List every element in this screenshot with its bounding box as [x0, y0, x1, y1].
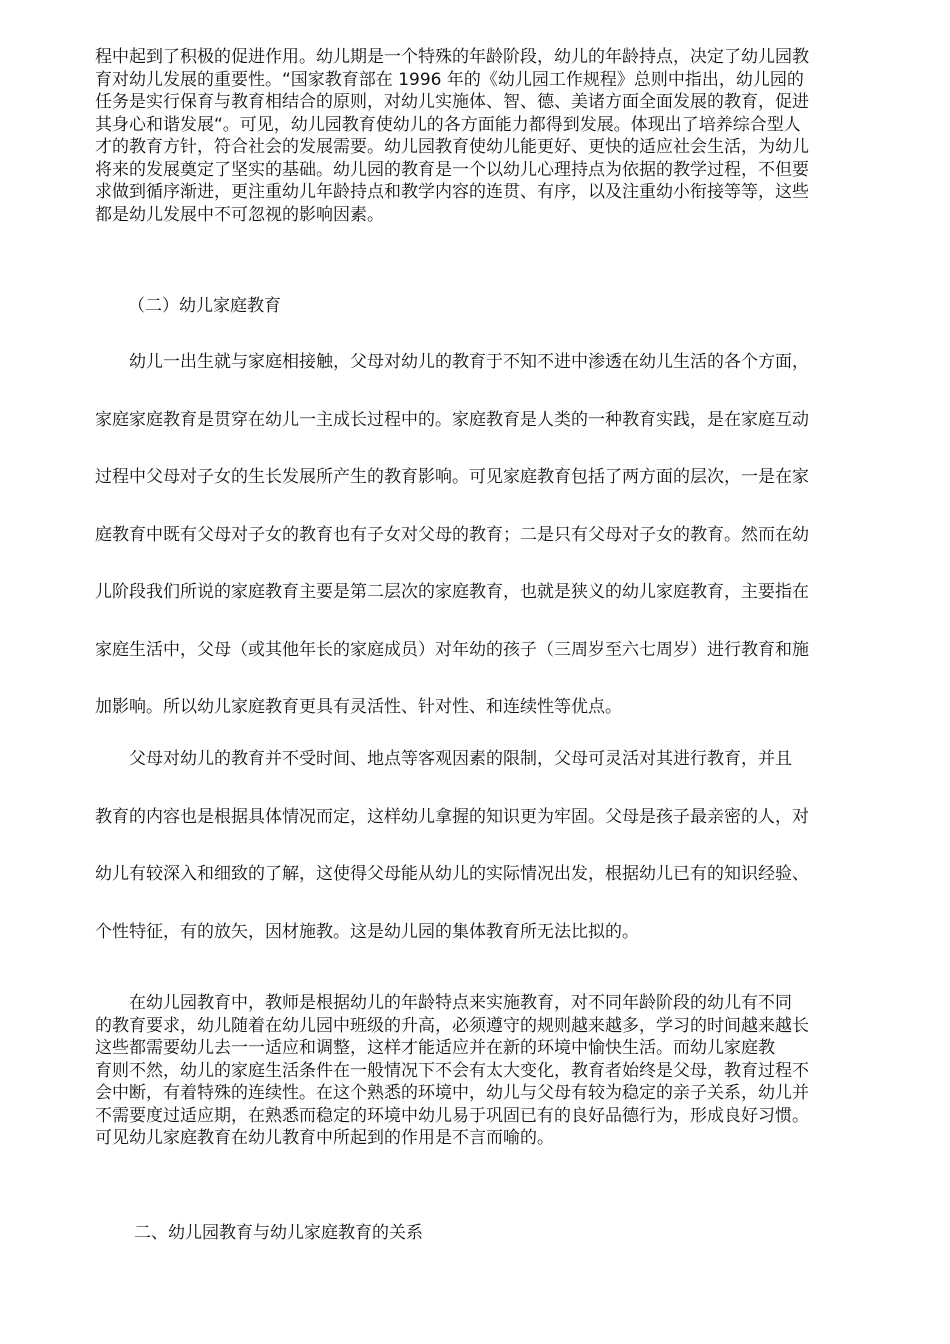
- text-line: 父母对幼儿的教育并不受时间、地点等客观因素的限制，父母可灵活对其进行教育，并且: [95, 749, 792, 769]
- text-line: 育对幼儿发展的重要性。“国家教育部在 1996 年的《幼儿园工作规程》总则中指出，幼儿园的: [95, 69, 804, 90]
- text-line: 的教育要求，幼儿随着在幼儿园中班级的升高，必须遵守的规则越来越多，学习的时间越来越长: [95, 1015, 809, 1036]
- text-line: 程中起到了积极的促进作用。幼儿期是一个特殊的年龄阶段，幼儿的年龄持点，决定了幼儿园教: [95, 47, 809, 67]
- text-line: 会中断，有着特殊的连续性。在这个熟悉的环境中，幼儿与父母有较为稳定的亲子关系，幼儿并: [95, 1083, 809, 1103]
- text-line: 不需要度过适应期，在熟悉而稳定的环境中幼儿易于巩固已有的良好品德行为，形成良好习惯。: [95, 1105, 809, 1126]
- text-line: 求做到循序渐进，更注重幼儿年龄持点和教学内容的连贯、有序，以及注重幼小衔接等等，这些: [95, 182, 809, 202]
- text-line: 将来的发展奠定了坚实的基础。幼儿园的教育是一个以幼儿心理持点为依据的教学过程，不但要: [95, 159, 809, 180]
- text-line: 可见幼儿家庭教育在幼儿教育中所起到的作用是不言而喻的。: [95, 1128, 554, 1148]
- text-line: 幼儿有较深入和细致的了解，这使得父母能从幼儿的实际情况出发，根据幼儿已有的知识经验、: [95, 864, 809, 884]
- paragraph-family-education-definition: [95, 334, 857, 737]
- text-line: 才的教育方针，符合社会的发展需要。幼儿园教育使幼儿能更好、更快的适应社会生活，为幼儿: [95, 137, 809, 157]
- text-line: 都是幼儿发展中不可忽视的影响因素。: [95, 204, 384, 225]
- text-line: 其身心和谐发展“。可见，幼儿园教育使幼儿的各方面能力都得到发展。体现出了培养综合型人: [95, 114, 801, 135]
- paragraph-comparison: [95, 992, 857, 1150]
- text-line: 儿阶段我们所说的家庭教育主要是第二层次的家庭教育，也就是狭义的幼儿家庭教育，主要指在: [95, 582, 809, 602]
- section-heading-relationship: 二、幼儿园教育与幼儿家庭教育的关系: [134, 1223, 423, 1243]
- text-line: 这些都需要幼儿去一一适应和调整，这样才能适应并在新的环境中愉快生活。而幼儿家庭教: [95, 1038, 775, 1058]
- text-line: 任务是实行保育与教育相结合的原则，对幼儿实施体、智、德、美诸方面全面发展的教育，促进: [95, 92, 809, 112]
- section-heading-family-education: （二）幼儿家庭教育: [128, 296, 281, 316]
- text-line: 庭教育中既有父母对子女的教育也有子女对父母的教育；二是只有父母对子女的教育。然而在幼: [95, 524, 809, 545]
- text-line: 幼儿一出生就与家庭相接触，父母对幼儿的教育于不知不进中渗透在幼儿生活的各个方面，: [95, 352, 809, 372]
- text-line: 在幼儿园教育中，教师是根据幼儿的年龄特点来实施教育，对不同年龄阶段的幼儿有不同: [95, 993, 792, 1013]
- paragraph-family-education-advantages: [95, 731, 857, 961]
- paragraph-kindergarten-role: [95, 46, 857, 226]
- text-line: 家庭家庭教育是贯穿在幼儿一主成长过程中的。家庭教育是人类的一种教育实践，是在家庭互动: [95, 409, 809, 430]
- text-line: 育则不然，幼儿的家庭生活条件在一般情况下不会有太大变化，教育者始终是父母，教育过程不: [95, 1060, 809, 1081]
- text-line: 教育的内容也是根据具体情况而定，这样幼儿拿握的知识更为牢固。父母是孩子最亲密的人，对: [95, 806, 809, 827]
- text-line: 家庭生活中，父母（或其他年长的家庭成员）对年幼的孩子（三周岁至六七周岁）进行教育和施: [95, 639, 809, 660]
- text-line: 个性特征，有的放矢，因材施教。这是幼儿园的集体教育所无法比拟的。: [95, 921, 639, 942]
- text-line: 加影响。所以幼儿家庭教育更具有灵活性、针对性、和连续性等优点。: [95, 697, 622, 717]
- text-line: 过程中父母对子女的生长发展所产生的教育影响。可见家庭教育包括了两方面的层次，一是在家: [95, 467, 809, 487]
